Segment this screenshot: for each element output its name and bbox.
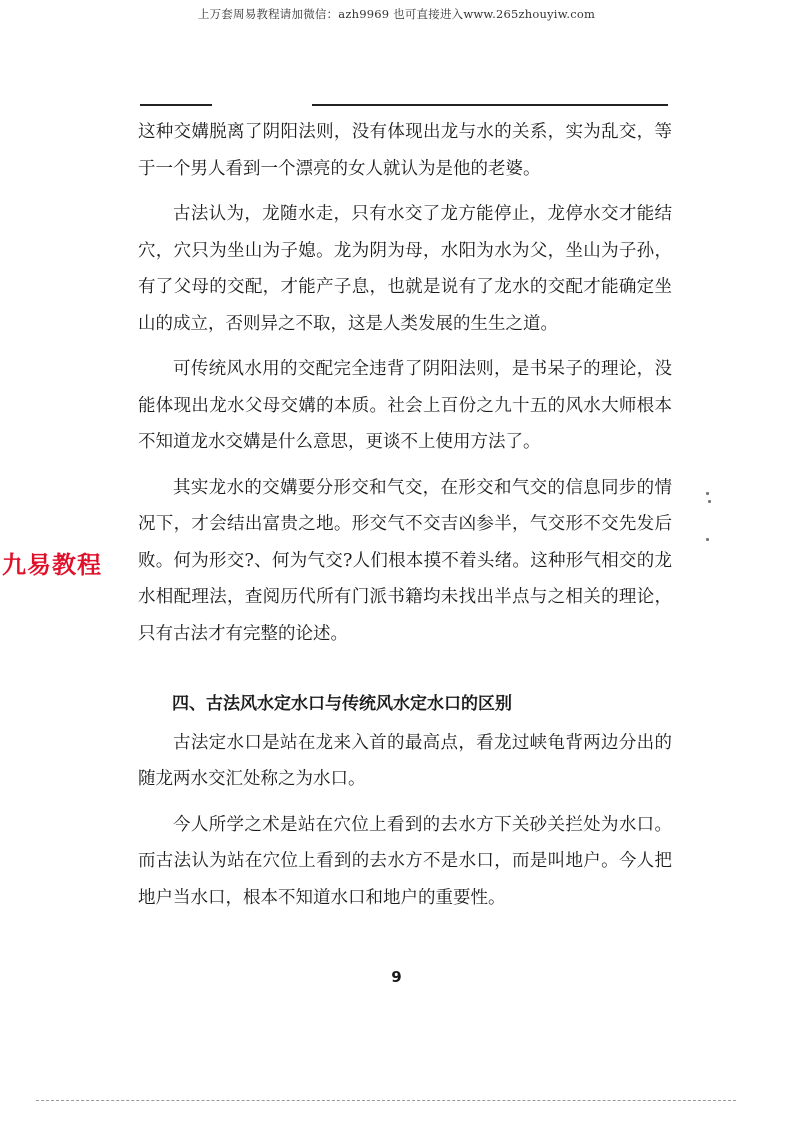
section-paragraph-2: 今人所学之术是站在穴位上看到的去水方下关砂关拦处为水口。而古法认为站在穴位上看到的去水方不是水口，而是叫地户。今人把地户当水口，根本不知道水口和地户的重要性。 [138, 814, 672, 908]
paragraph-1: 这种交媾脱离了阴阳法则，没有体现出龙与水的关系，实为乱交，等于一个男人看到一个漂亮的女人就认为是他的老婆。 [138, 122, 672, 179]
header-note: 上万套周易教程请加微信：azh9969 也可直接进入www.265zhouyiw.com [197, 7, 596, 21]
paragraph-2: 古法认为，龙随水走，只有水交了龙方能停止，龙停水交才能结穴，穴只为坐山为子媳。龙为阴为母，水阳为水为父，坐山为子孙，有了父母的交配，才能产子息，也就是说有了龙水的交配才能确定坐山的成立，否则异之不取，这是人类发展的生生之道。 [138, 204, 672, 334]
bottom-rule [36, 1100, 736, 1101]
page-body [138, 114, 672, 916]
watermark-text: 九易教程 [2, 551, 102, 579]
section-heading: 四、古法风水定水口与传统风水定水口的区别 [172, 694, 512, 714]
paragraph-4: 其实龙水的交媾要分形交和气交，在形交和气交的信息同步的情况下，才会结出富贵之地。形交气不交吉凶参半，气交形不交先发后败。何为形交?、何为气交?人们根本摸不着头绪。这种形气相交的龙水相配理法，查阅历代所有门派书籍均未找出半点与之相关的理论，只有古法才有完整的论述。 [138, 477, 672, 644]
scan-speck [706, 492, 709, 495]
paragraph-3: 可传统风水用的交配完全违背了阴阳法则，是书呆子的理论，没能体现出龙水父母交媾的本质。社会上百份之九十五的风水大师根本不知道龙水交媾是什么意思，更谈不上使用方法了。 [138, 359, 672, 452]
scan-speck [706, 538, 709, 541]
page-number: 9 [391, 968, 402, 986]
scan-speck [708, 500, 711, 503]
section-paragraph-1: 古法定水口是站在龙来入首的最高点，看龙过峡龟背两边分出的随龙两水交汇处称之为水口。 [138, 732, 672, 789]
top-rule [140, 104, 668, 106]
